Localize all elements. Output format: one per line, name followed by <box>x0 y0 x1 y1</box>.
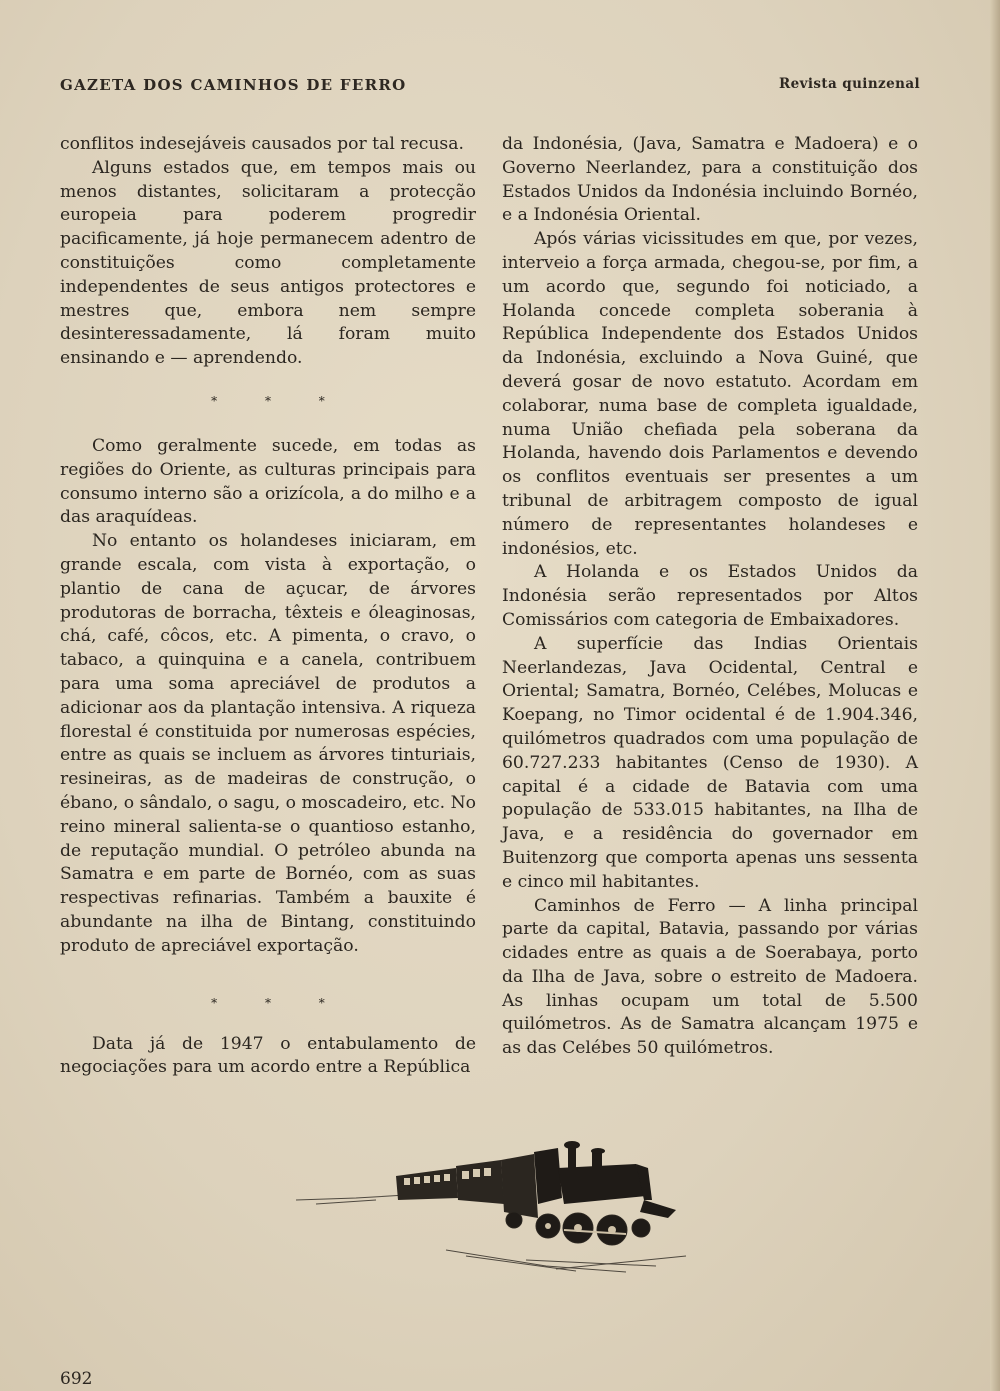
paragraph: Caminhos de Ferro — A linha principal parte da capital, Batavia, passando por várias cidades entre as quais a de Soerabaya, porto da Ilha de Java, sobre o estreito de Madoera. As linhas ocupam um total de 5.500 quilómetros. As de Samatra alcançam 1975 e as das Celébes 50 quilómetros. <box>502 895 918 1059</box>
page-number: 692 <box>60 1369 93 1389</box>
section-separator: * * * <box>211 995 347 1010</box>
paragraph: No entanto os holandeses iniciaram, em grande escala, com vista à exportação, o plantio de cana de açucar, de árvores produtoras de borracha, têxteis e óleaginosas, chá, café, côcos, etc. A pimenta, o cravo, o tabaco, a quinquina e a canela, contribuem para uma soma apreciável de produtos a adicionar aos da plantação intensiva. A riqueza florestal é constituida por numerosas espécies, entre as quais se incluem as árvores tinturiais, resineiras, as de madeiras de construção, o ébano, o sândalo, o sagu, o moscadeiro, etc. No reino mineral salienta-se o quantioso estanho, de reputação mundial. O petróleo abunda na Samatra e em parte de Bornéo, com as suas respectivas refinarias. Também a bauxite é abundante na ilha de Bintang, constituindo produto de apreciável exportação. <box>60 531 476 956</box>
paragraph: A Holanda e os Estados Unidos da Indonésia serão representados por Altos Comissários com categoria de Embaixadores. <box>502 562 918 630</box>
paragraph: Alguns estados que, em tempos mais ou menos distantes, solicitaram a protecção europeia para poderem progredir pacificamente, já hoje permanecem adentro de constituições como completamente independentes de seus antigos protectores e mestres que, embora nem sempre desinteressadamente, lá foram muito ensinando e — aprendendo. <box>60 157 476 369</box>
journal-title: GAZETA DOS CAMINHOS DE FERRO <box>60 76 407 94</box>
paragraph-continued: conflitos indesejáveis causados por tal recusa. <box>60 134 464 154</box>
left-column <box>60 133 476 1080</box>
paragraph-continued: da Indonésia, (Java, Samatra e Madoera) e o Governo Neerlandez, para a constituição dos Estados Unidos da Indonésia incluindo Bornéo, e a Indonésia Oriental. <box>502 134 918 226</box>
journal-subtitle: Revista quinzenal <box>778 76 920 92</box>
paragraph: Como geralmente sucede, em todas as regiões do Oriente, as culturas principais para consumo interno são a orizícola, a do milho e a das araquídeas. <box>60 435 476 528</box>
paragraph: Após várias vicissitudes em que, por vezes, interveio a força armada, chegou-se, por fim, a um acordo que, segundo foi noticiado, a Holanda concede completa soberania à República Independente dos Estados Unidos da Indonésia, excluindo a Nova Guiné, que deverá gosar de novo estatuto. Acordam em colaborar, numa base de completa igualdade, numa União chefiada pela soberana da Holanda, havendo dois Parlamentos e devendo os conflitos eventuais ser presentes a um tribunal de arbitragem composto de igual número de representantes holandeses e indonésios, etc. <box>502 229 918 559</box>
paragraph: Data já de 1947 o entabulamento de negociações para um acordo entre a República <box>60 1033 476 1078</box>
steam-locomotive-train-icon <box>296 1138 688 1273</box>
section-separator: * * * <box>211 393 347 408</box>
paragraph: A superfície das Indias Orientais Neerlandezas, Java Ocidental, Central e Oriental; Samatra, Bornéo, Celébes, Molucas e Koepang, no Timor ocidental é de 1.904.346, quilómetros quadrados com uma população de 60.727.233 habitantes (Censo de 1930). A capital é a cidade de Batavia com uma população de 533.015 habitantes, na Ilha de Java, e a residência do governador em Buitenzorg que comporta apenas uns sessenta e cinco mil habitantes. <box>502 633 918 892</box>
running-header <box>60 76 920 98</box>
page-edge <box>990 0 1000 1391</box>
right-column <box>502 133 918 1061</box>
